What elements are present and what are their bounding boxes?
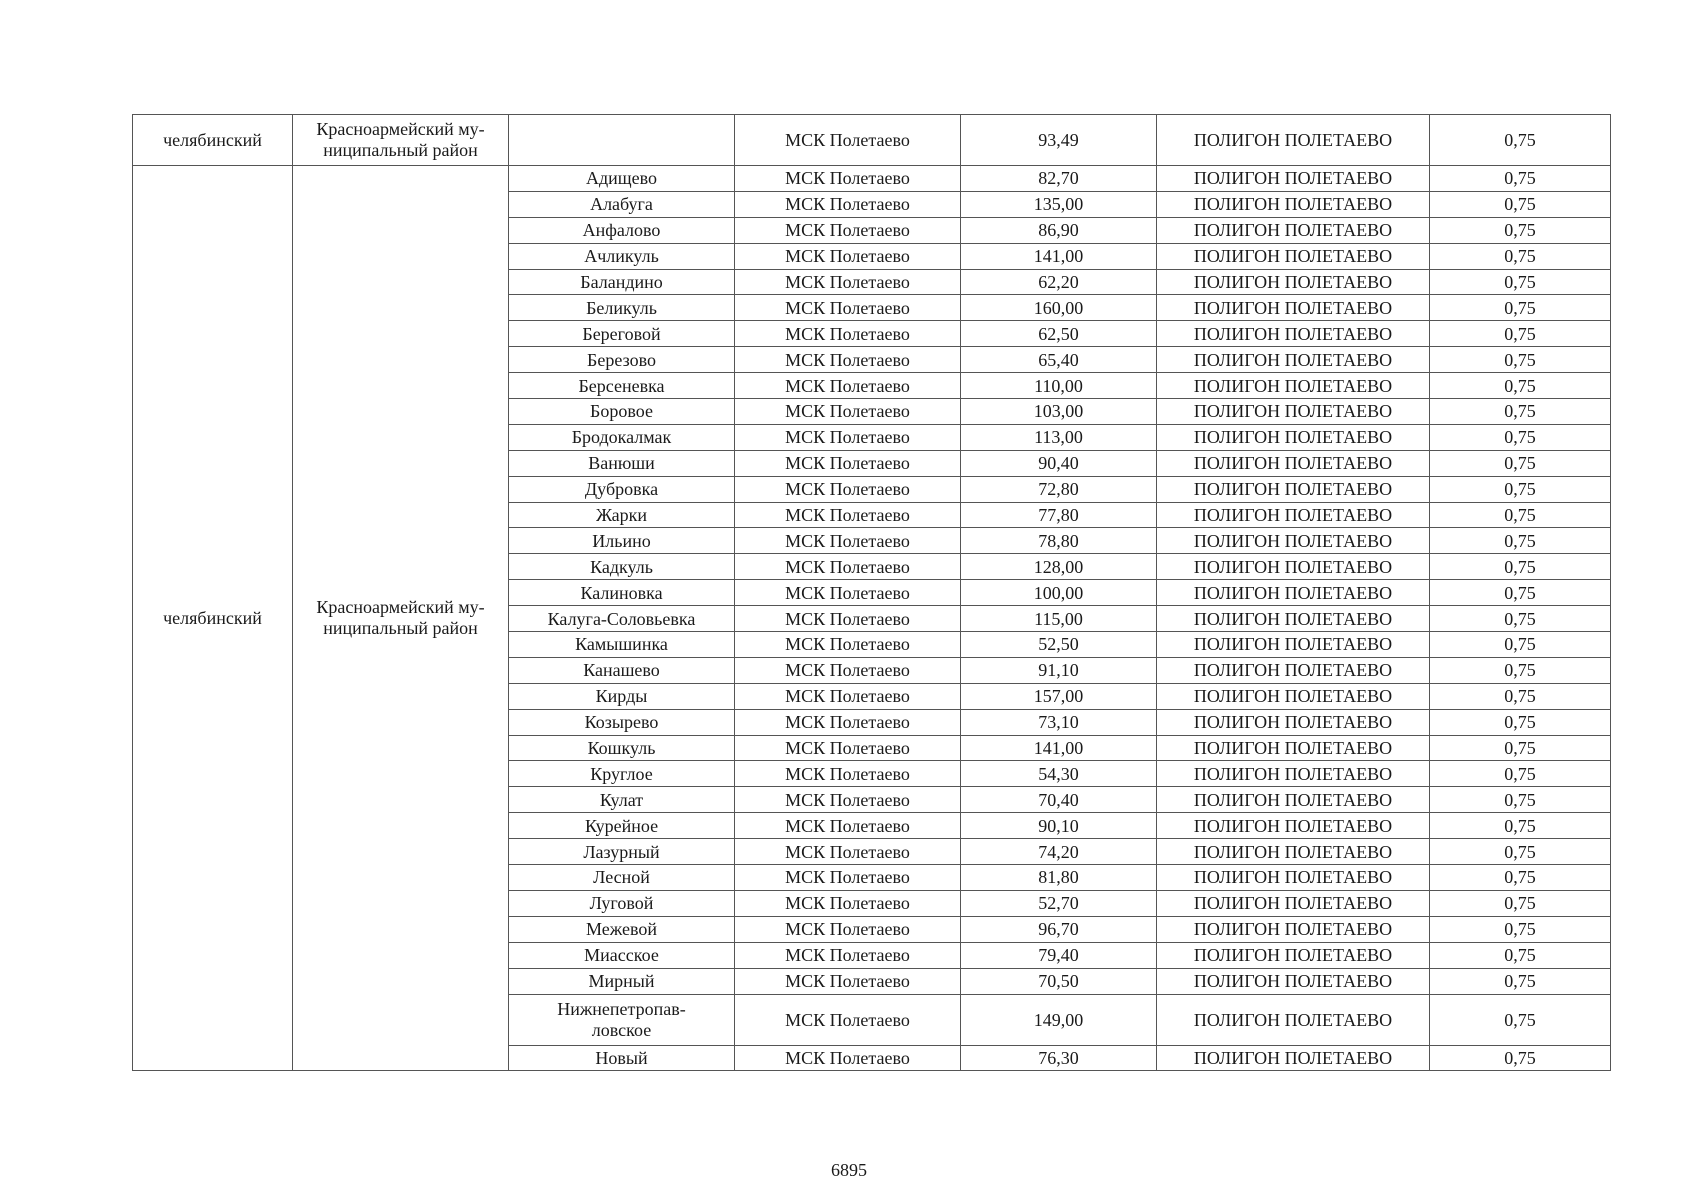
cell-facility: ПОЛИГОН ПОЛЕТАЕВО bbox=[1157, 916, 1430, 942]
cell-region: челябинский bbox=[133, 115, 293, 166]
cell-settlement: Лазурный bbox=[509, 839, 735, 865]
cell-facility: ПОЛИГОН ПОЛЕТАЕВО bbox=[1157, 606, 1430, 632]
cell-operator: МСК Полетаево bbox=[735, 191, 961, 217]
cell-distance: 52,70 bbox=[961, 890, 1157, 916]
cell-settlement: Боровое bbox=[509, 399, 735, 425]
cell-operator: МСК Полетаево bbox=[735, 865, 961, 891]
cell-distance: 82,70 bbox=[961, 166, 1157, 192]
cell-operator: МСК Полетаево bbox=[735, 968, 961, 994]
cell-distance: 78,80 bbox=[961, 528, 1157, 554]
cell-settlement: Камышинка bbox=[509, 632, 735, 658]
cell-coefficient: 0,75 bbox=[1430, 865, 1611, 891]
cell-coefficient: 0,75 bbox=[1430, 269, 1611, 295]
cell-facility: ПОЛИГОН ПОЛЕТАЕВО bbox=[1157, 580, 1430, 606]
cell-distance: 113,00 bbox=[961, 424, 1157, 450]
cell-operator: МСК Полетаево bbox=[735, 424, 961, 450]
cell-distance: 110,00 bbox=[961, 373, 1157, 399]
cell-coefficient: 0,75 bbox=[1430, 502, 1611, 528]
cell-settlement: Калуга-Соловьевка bbox=[509, 606, 735, 632]
cell-distance: 91,10 bbox=[961, 657, 1157, 683]
cell-distance: 141,00 bbox=[961, 735, 1157, 761]
cell-coefficient: 0,75 bbox=[1430, 657, 1611, 683]
cell-settlement: Кирды bbox=[509, 683, 735, 709]
cell-settlement: Беликуль bbox=[509, 295, 735, 321]
cell-settlement: Миасское bbox=[509, 942, 735, 968]
cell-distance: 100,00 bbox=[961, 580, 1157, 606]
cell-facility: ПОЛИГОН ПОЛЕТАЕВО bbox=[1157, 865, 1430, 891]
cell-settlement: Лесной bbox=[509, 865, 735, 891]
cell-operator: МСК Полетаево bbox=[735, 632, 961, 658]
cell-operator: МСК Полетаево bbox=[735, 502, 961, 528]
cell-distance: 149,00 bbox=[961, 994, 1157, 1045]
cell-operator: МСК Полетаево bbox=[735, 243, 961, 269]
cell-settlement: Березово bbox=[509, 347, 735, 373]
cell-operator: МСК Полетаево bbox=[735, 217, 961, 243]
cell-operator: МСК Полетаево bbox=[735, 890, 961, 916]
cell-operator: МСК Полетаево bbox=[735, 994, 961, 1045]
cell-operator: МСК Полетаево bbox=[735, 916, 961, 942]
cell-distance: 141,00 bbox=[961, 243, 1157, 269]
cell-distance: 103,00 bbox=[961, 399, 1157, 425]
cell-facility: ПОЛИГОН ПОЛЕТАЕВО bbox=[1157, 528, 1430, 554]
cell-operator: МСК Полетаево bbox=[735, 606, 961, 632]
cell-settlement: Нижнепетропав- ловское bbox=[509, 994, 735, 1045]
cell-facility: ПОЛИГОН ПОЛЕТАЕВО bbox=[1157, 502, 1430, 528]
cell-distance: 93,49 bbox=[961, 115, 1157, 166]
cell-facility: ПОЛИГОН ПОЛЕТАЕВО bbox=[1157, 683, 1430, 709]
cell-facility: ПОЛИГОН ПОЛЕТАЕВО bbox=[1157, 243, 1430, 269]
cell-settlement: Дубровка bbox=[509, 476, 735, 502]
cell-distance: 77,80 bbox=[961, 502, 1157, 528]
cell-coefficient: 0,75 bbox=[1430, 916, 1611, 942]
cell-region: челябинский bbox=[133, 166, 293, 1071]
cell-operator: МСК Полетаево bbox=[735, 580, 961, 606]
cell-coefficient: 0,75 bbox=[1430, 942, 1611, 968]
cell-facility: ПОЛИГОН ПОЛЕТАЕВО bbox=[1157, 813, 1430, 839]
cell-coefficient: 0,75 bbox=[1430, 347, 1611, 373]
cell-settlement: Козырево bbox=[509, 709, 735, 735]
cell-coefficient: 0,75 bbox=[1430, 606, 1611, 632]
cell-coefficient: 0,75 bbox=[1430, 761, 1611, 787]
cell-settlement: Луговой bbox=[509, 890, 735, 916]
cell-distance: 135,00 bbox=[961, 191, 1157, 217]
cell-facility: ПОЛИГОН ПОЛЕТАЕВО bbox=[1157, 709, 1430, 735]
cell-distance: 115,00 bbox=[961, 606, 1157, 632]
cell-facility: ПОЛИГОН ПОЛЕТАЕВО bbox=[1157, 269, 1430, 295]
cell-settlement: Бродокалмак bbox=[509, 424, 735, 450]
cell-coefficient: 0,75 bbox=[1430, 787, 1611, 813]
cell-distance: 81,80 bbox=[961, 865, 1157, 891]
cell-operator: МСК Полетаево bbox=[735, 813, 961, 839]
cell-distance: 90,40 bbox=[961, 450, 1157, 476]
cell-facility: ПОЛИГОН ПОЛЕТАЕВО bbox=[1157, 373, 1430, 399]
cell-facility: ПОЛИГОН ПОЛЕТАЕВО bbox=[1157, 191, 1430, 217]
cell-coefficient: 0,75 bbox=[1430, 399, 1611, 425]
cell-operator: МСК Полетаево bbox=[735, 450, 961, 476]
cell-operator: МСК Полетаево bbox=[735, 269, 961, 295]
cell-settlement: Круглое bbox=[509, 761, 735, 787]
cell-coefficient: 0,75 bbox=[1430, 373, 1611, 399]
cell-facility: ПОЛИГОН ПОЛЕТАЕВО bbox=[1157, 968, 1430, 994]
cell-operator: МСК Полетаево bbox=[735, 399, 961, 425]
cell-operator: МСК Полетаево bbox=[735, 657, 961, 683]
cell-coefficient: 0,75 bbox=[1430, 243, 1611, 269]
cell-distance: 65,40 bbox=[961, 347, 1157, 373]
cell-distance: 90,10 bbox=[961, 813, 1157, 839]
page-number: 6895 bbox=[831, 1160, 867, 1180]
cell-operator: МСК Полетаево bbox=[735, 295, 961, 321]
cell-coefficient: 0,75 bbox=[1430, 295, 1611, 321]
cell-settlement: Курейное bbox=[509, 813, 735, 839]
cell-facility: ПОЛИГОН ПОЛЕТАЕВО bbox=[1157, 424, 1430, 450]
cell-operator: МСК Полетаево bbox=[735, 1045, 961, 1071]
cell-operator: МСК Полетаево bbox=[735, 787, 961, 813]
cell-facility: ПОЛИГОН ПОЛЕТАЕВО bbox=[1157, 166, 1430, 192]
cell-coefficient: 0,75 bbox=[1430, 450, 1611, 476]
cell-distance: 70,40 bbox=[961, 787, 1157, 813]
cell-coefficient: 0,75 bbox=[1430, 735, 1611, 761]
cell-distance: 73,10 bbox=[961, 709, 1157, 735]
cell-facility: ПОЛИГОН ПОЛЕТАЕВО bbox=[1157, 735, 1430, 761]
cell-operator: МСК Полетаево bbox=[735, 373, 961, 399]
cell-facility: ПОЛИГОН ПОЛЕТАЕВО bbox=[1157, 942, 1430, 968]
cell-facility: ПОЛИГОН ПОЛЕТАЕВО bbox=[1157, 476, 1430, 502]
cell-distance: 74,20 bbox=[961, 839, 1157, 865]
cell-operator: МСК Полетаево bbox=[735, 321, 961, 347]
cell-coefficient: 0,75 bbox=[1430, 1045, 1611, 1071]
cell-operator: МСК Полетаево bbox=[735, 709, 961, 735]
cell-distance: 62,20 bbox=[961, 269, 1157, 295]
cell-coefficient: 0,75 bbox=[1430, 217, 1611, 243]
cell-settlement: Межевой bbox=[509, 916, 735, 942]
cell-coefficient: 0,75 bbox=[1430, 166, 1611, 192]
cell-settlement: Адищево bbox=[509, 166, 735, 192]
cell-operator: МСК Полетаево bbox=[735, 942, 961, 968]
cell-operator: МСК Полетаево bbox=[735, 347, 961, 373]
cell-operator: МСК Полетаево bbox=[735, 839, 961, 865]
cell-operator: МСК Полетаево bbox=[735, 166, 961, 192]
cell-distance: 96,70 bbox=[961, 916, 1157, 942]
cell-settlement: Новый bbox=[509, 1045, 735, 1071]
cell-facility: ПОЛИГОН ПОЛЕТАЕВО bbox=[1157, 217, 1430, 243]
data-table bbox=[132, 114, 1611, 1071]
cell-facility: ПОЛИГОН ПОЛЕТАЕВО bbox=[1157, 295, 1430, 321]
cell-operator: МСК Полетаево bbox=[735, 115, 961, 166]
cell-coefficient: 0,75 bbox=[1430, 476, 1611, 502]
cell-coefficient: 0,75 bbox=[1430, 424, 1611, 450]
cell-facility: ПОЛИГОН ПОЛЕТАЕВО bbox=[1157, 554, 1430, 580]
cell-facility: ПОЛИГОН ПОЛЕТАЕВО bbox=[1157, 761, 1430, 787]
cell-settlement: Ильино bbox=[509, 528, 735, 554]
cell-distance: 54,30 bbox=[961, 761, 1157, 787]
cell-distance: 72,80 bbox=[961, 476, 1157, 502]
cell-settlement: Мирный bbox=[509, 968, 735, 994]
cell-facility: ПОЛИГОН ПОЛЕТАЕВО bbox=[1157, 399, 1430, 425]
cell-coefficient: 0,75 bbox=[1430, 580, 1611, 606]
cell-distance: 86,90 bbox=[961, 217, 1157, 243]
district-text: Красноармейский му- ниципальный район bbox=[316, 597, 485, 639]
cell-settlement: Берсеневка bbox=[509, 373, 735, 399]
cell-settlement: Алабуга bbox=[509, 191, 735, 217]
cell-facility: ПОЛИГОН ПОЛЕТАЕВО bbox=[1157, 890, 1430, 916]
cell-facility: ПОЛИГОН ПОЛЕТАЕВО bbox=[1157, 657, 1430, 683]
cell-operator: МСК Полетаево bbox=[735, 476, 961, 502]
cell-operator: МСК Полетаево bbox=[735, 528, 961, 554]
cell-facility: ПОЛИГОН ПОЛЕТАЕВО bbox=[1157, 994, 1430, 1045]
cell-distance: 76,30 bbox=[961, 1045, 1157, 1071]
cell-settlement: Канашево bbox=[509, 657, 735, 683]
cell-district bbox=[293, 115, 509, 166]
table-row-first bbox=[133, 115, 1611, 166]
cell-settlement: Ачликуль bbox=[509, 243, 735, 269]
cell-distance: 128,00 bbox=[961, 554, 1157, 580]
cell-settlement: Кадкуль bbox=[509, 554, 735, 580]
cell-coefficient: 0,75 bbox=[1430, 709, 1611, 735]
cell-facility: ПОЛИГОН ПОЛЕТАЕВО bbox=[1157, 347, 1430, 373]
cell-settlement: Баландино bbox=[509, 269, 735, 295]
cell-distance: 62,50 bbox=[961, 321, 1157, 347]
cell-settlement: Ванюши bbox=[509, 450, 735, 476]
cell-coefficient: 0,75 bbox=[1430, 968, 1611, 994]
cell-distance: 157,00 bbox=[961, 683, 1157, 709]
cell-facility: ПОЛИГОН ПОЛЕТАЕВО bbox=[1157, 321, 1430, 347]
cell-coefficient: 0,75 bbox=[1430, 115, 1611, 166]
cell-district bbox=[293, 166, 509, 1071]
cell-coefficient: 0,75 bbox=[1430, 839, 1611, 865]
cell-coefficient: 0,75 bbox=[1430, 191, 1611, 217]
cell-settlement: Береговой bbox=[509, 321, 735, 347]
cell-operator: МСК Полетаево bbox=[735, 735, 961, 761]
cell-coefficient: 0,75 bbox=[1430, 321, 1611, 347]
cell-settlement: Жарки bbox=[509, 502, 735, 528]
cell-facility: ПОЛИГОН ПОЛЕТАЕВО bbox=[1157, 632, 1430, 658]
district-text: Красноармейский му- ниципальный район bbox=[316, 119, 485, 160]
cell-coefficient: 0,75 bbox=[1430, 813, 1611, 839]
cell-coefficient: 0,75 bbox=[1430, 683, 1611, 709]
cell-facility: ПОЛИГОН ПОЛЕТАЕВО bbox=[1157, 787, 1430, 813]
table-row bbox=[133, 166, 1611, 192]
cell-coefficient: 0,75 bbox=[1430, 890, 1611, 916]
cell-operator: МСК Полетаево bbox=[735, 554, 961, 580]
cell-coefficient: 0,75 bbox=[1430, 528, 1611, 554]
cell-facility: ПОЛИГОН ПОЛЕТАЕВО bbox=[1157, 839, 1430, 865]
cell-settlement bbox=[509, 115, 735, 166]
cell-distance: 70,50 bbox=[961, 968, 1157, 994]
cell-settlement: Анфалово bbox=[509, 217, 735, 243]
cell-facility: ПОЛИГОН ПОЛЕТАЕВО bbox=[1157, 1045, 1430, 1071]
cell-operator: МСК Полетаево bbox=[735, 683, 961, 709]
cell-settlement: Кулат bbox=[509, 787, 735, 813]
cell-coefficient: 0,75 bbox=[1430, 632, 1611, 658]
cell-settlement: Калиновка bbox=[509, 580, 735, 606]
cell-coefficient: 0,75 bbox=[1430, 994, 1611, 1045]
cell-operator: МСК Полетаево bbox=[735, 761, 961, 787]
cell-facility: ПОЛИГОН ПОЛЕТАЕВО bbox=[1157, 115, 1430, 166]
cell-settlement: Кошкуль bbox=[509, 735, 735, 761]
cell-distance: 160,00 bbox=[961, 295, 1157, 321]
cell-distance: 52,50 bbox=[961, 632, 1157, 658]
cell-distance: 79,40 bbox=[961, 942, 1157, 968]
cell-facility: ПОЛИГОН ПОЛЕТАЕВО bbox=[1157, 450, 1430, 476]
cell-coefficient: 0,75 bbox=[1430, 554, 1611, 580]
